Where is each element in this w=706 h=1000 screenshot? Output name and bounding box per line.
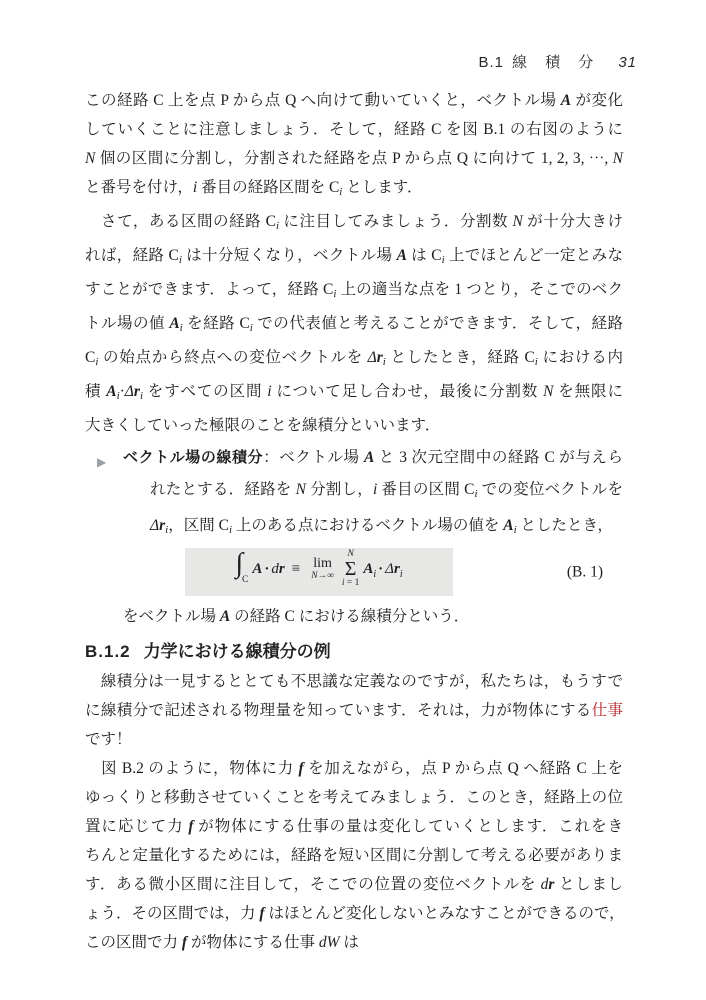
dot-operator: · [264,560,270,577]
text-line: 積 Ai·Δri をすべての区間 i について足し合わせ，最後に分割数 N を無限に [85,383,623,402]
vector-r: r [278,560,285,577]
sum-lower-limit: i = 1 [341,578,360,589]
text-line: していくことに注意しましょう．そして，経路 C を図 B.1 の右図のように [85,121,623,138]
text-line: に線積分で記述される物理量を知っています．それは，力が物体にする仕事 [85,702,623,719]
paragraph-2 [85,207,623,440]
text-line: トル場の値 Ai を経路 Ci での代表値と考えることができます．そして，経路 [85,315,623,334]
vector-A-i: A [363,560,374,577]
definition-closing-line: をベクトル場 A の経路 C における線積分という． [123,608,470,625]
limit-operator: lim N→∞ [311,555,334,581]
integral-subscript: C [242,574,249,585]
section-heading [85,639,623,665]
text-line: Ci の始点から終点への変位ベクトルを Δri としたとき，経路 Ci における内 [85,349,623,368]
equiv-sign: ≡ [291,560,301,577]
text-line: 大きくしていった極限のことを線積分といいます． [85,417,441,434]
paragraph-3 [85,667,623,754]
triangle-bullet-icon: ▶ [97,455,107,469]
section-heading-title: 力学における線積分の例 [143,642,331,661]
running-head-section-title: 線 積 分 [511,54,601,71]
paragraph-1 [85,86,623,207]
equation-B1 [185,548,453,596]
text-line: れば，経路 Ci は十分短くなり，ベクトル場 A は Ci 上でほとんど一定とみな [85,247,623,266]
text-line: ちんと定量化するためには，経路を短い区間に分割して考える必要がありま [85,847,623,864]
equation-number: (B. 1) [566,563,603,581]
equation-content [235,547,403,595]
text-line: Δri，区間 Ci 上のある点におけるベクトル場の値を Ai としたとき， [150,517,613,536]
sum-upper-limit: N [347,548,354,559]
text-line: 置に応じて力 f が物体にする仕事の量は変化していくとします．これをき [85,818,623,835]
text-line: ゆっくりと移動させていくことを考えてみましょう．このとき，経路上の位 [85,789,623,806]
text-line: N 個の区間に分割し，分割された経路を点 P から点 Q に向けて 1, 2, 3, ⋯, N [85,150,623,167]
vector-r-i: r [393,560,400,577]
text-line: 図 B.2 のように，物体に力 f を加えながら，点 P から点 Q へ経路 C 上を [85,760,623,777]
text-line: です！ [85,731,132,748]
text-line: と番号を付け，i 番目の経路区間を Ci とします． [85,179,423,198]
text-line: れたとする．経路を N 分割し，i 番目の区間 Ci での変位ベクトルを [150,481,623,500]
r-subscript-i: i [399,568,403,580]
paragraph-4 [85,754,623,957]
section-heading-number: B.1.2 [85,642,131,661]
A-subscript-i: i [373,568,377,580]
text-line: ベクトル場の線積分：ベクトル場 A と 3 次元空間中の経路 C が与えら [123,449,623,466]
text-line: この区間で力 f が物体にする仕事 dW は [85,934,359,951]
dot-operator: · [378,560,384,577]
vector-A: A [252,560,263,577]
sigma-sign: Σ [344,558,357,581]
running-head [0,54,637,72]
equation-row [85,548,623,596]
text-line: すことができます．よって，経路 Ci 上の適当な点を 1 つとり，そこでのベク [85,281,623,300]
text-line: ょう．その区間では，力 f はほとんど変化しないとみなすことができるので， [85,905,625,922]
text-column [85,86,623,957]
summation-operator [342,550,360,589]
limit-subscript: N→∞ [311,570,334,581]
text-line: さて，ある区間の経路 Ci に注目してみましょう．分割数 N が十分大きけ [85,213,623,232]
text-line: 線積分は一見するととても不思議な定義なのですが，私たちは，もうすで [85,673,623,690]
page-number: 31 [618,54,637,71]
running-head-section-number: B.1 [478,54,504,71]
text-line: この経路 C 上を点 P から点 Q へ向けて動いていくと，ベクトル場 A が変化 [85,92,623,109]
definition-block [97,442,623,546]
differential-d: d [271,560,279,577]
delta-sign: Δ [385,560,394,577]
integral-sign: ∫ [235,547,244,579]
text-line: す．ある微小区間に注目して，そこでの位置の変位ベクトルを dr としまし [85,876,623,893]
